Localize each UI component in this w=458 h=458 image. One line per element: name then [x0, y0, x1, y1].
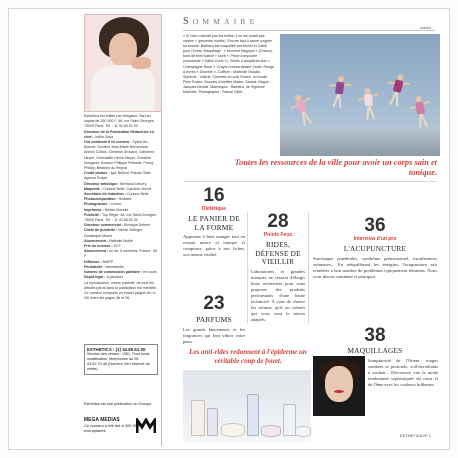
hero-ground: [280, 130, 440, 156]
insert-note: Ce numéro comporte un encart paginé de I à VIII entre les pages 38 et 39.: [84, 290, 156, 301]
credit-value: Corinne Belle: [126, 192, 149, 197]
promo-body: Service des ventes : VSD. Pour toute modification, téléphonez au 05 03.52.70.48 (Numéro Vert réservé de vente).: [87, 352, 150, 371]
jar-shape: [295, 426, 311, 437]
bottle-shape: [207, 408, 218, 436]
group-logo: [84, 418, 158, 444]
credit-label: Maquette :: [84, 186, 103, 191]
credit-label: Dépôt légal :: [84, 275, 107, 280]
article-summary: Laboratoires et grandes marques ne cessent d'élargir leurs recherches pour vous proposer des produits performants d'une haute technicité. À vous de choisir les sérums, gels ou crèmes qui vous vont le mieux adaptés.: [251, 268, 305, 322]
article-headline: MAQUILLAGES: [347, 346, 403, 355]
article-36[interactable]: [313, 216, 437, 280]
article-kicker: Diététique: [201, 206, 227, 212]
credit-label: Abonnement :: [84, 249, 110, 254]
article-headline: PARFUMS: [196, 315, 232, 324]
credit-value: NMPP: [102, 259, 114, 264]
runner-figure: [413, 95, 429, 130]
article-page-number: 28: [267, 211, 289, 232]
article-summary: Apprenez à bien manger tout en restant mince et tonique et composez, grâce à nos fiches, vos menus vitalité.: [183, 234, 245, 258]
credit-label: Publicité :: [84, 212, 103, 217]
article-summary: Les grands lancements et les fragrances qui font vibrer votre peau.: [183, 326, 245, 344]
article-28[interactable]: [247, 212, 309, 323]
promo-box: [84, 344, 158, 375]
article-page-number: 36: [364, 215, 386, 236]
credit-value: Igor Belloni, Pascal Gillet, Agence Empix: [84, 171, 152, 181]
model-lips-shape: [334, 390, 344, 393]
promo-title: ESTHETICA : (1) 42.85.51.00: [87, 347, 146, 352]
runner-figure: [332, 75, 347, 110]
credit-value: Monique Delerm: [123, 223, 151, 228]
credit-entry: [84, 249, 158, 259]
credit-entry: [84, 213, 158, 223]
credit-value: Scantex: [118, 197, 132, 202]
ressources-tagline: Toutes les ressources de la ville pour avoir un corps sain et tonique.: [234, 158, 437, 177]
jar-shape: [261, 425, 281, 437]
credits-block: [84, 114, 158, 301]
page-folio: ESTHETICA Nº 1: [400, 433, 432, 438]
credit-value: bimestrielle: [105, 264, 124, 269]
article-38[interactable]: [313, 326, 437, 356]
cover-hand-shape: [131, 57, 151, 69]
left-column: [84, 14, 162, 446]
article-page-number: 38: [364, 325, 386, 346]
credit-label: Photocomposition :: [84, 197, 119, 202]
credit-value: Sylvie Bo-Bonnet, Docteur Jean-Marie Benveniste, Annick Collios, Christine Drouard, Catherine Hirsch, Gwenaëlle Hervé-Meyer, Christine Nougaret, Docteur Philippe Pelissier, Fanny Philipp, Béatrice du Reynal: [84, 140, 155, 171]
credit-label: Ont collaboré à ce numéro :: [84, 140, 133, 145]
credit-label: Diffusion :: [84, 259, 103, 264]
photo-badge: Actoba: [420, 26, 431, 30]
antirides-tagline: Les anti-rides redonnent à l'épiderme un véritable coup de fouet.: [189, 348, 307, 365]
group-note: Ce numéro a été tiré à 300 000 exemplaires: [84, 423, 140, 433]
credit-value: Bertrand Delorry: [120, 181, 147, 186]
article-page-number: 16: [203, 185, 225, 206]
article-23[interactable]: [183, 294, 245, 345]
article-summary: Somptuosité de l'Orient, rouges sombres et profonds, voil'envoûtants à souhait... Découvrez vite la mode tendrement sophistiquée du cœur et de l'âme avec les couleurs brûlantes.: [368, 358, 438, 387]
credit-label: Imprimeur :: [84, 207, 105, 212]
article-headline: RIDES, DÉFENSE DE VIEILLIR: [255, 240, 301, 267]
credit-label: Photogravure :: [84, 202, 111, 207]
cover-shoulder-shape: [91, 65, 155, 111]
credit-label: Abonnement :: [84, 238, 110, 243]
article-kicker: Interview d'un pro: [353, 236, 397, 242]
article-headline: L'ACUPUNCTURE: [343, 244, 407, 253]
credit-entry: [84, 140, 158, 171]
hero-photo-runners: [280, 34, 440, 156]
credit-label: Prix du numéro :: [84, 244, 114, 249]
credit-value: Cromo: [110, 202, 122, 207]
credit-label: Crédit photos :: [84, 171, 111, 176]
bottle-shape: [247, 394, 259, 436]
credit-label: Secrétaire de rédaction :: [84, 192, 127, 197]
credit-value: à parution: [106, 275, 123, 280]
skincare-products-photo: [183, 370, 311, 442]
credit-value: Top Régie, 58, rue Saint-Georges, 75009 Paris. Tél. : 11 42.85.51.00: [84, 212, 157, 223]
article-page-number: 23: [203, 293, 225, 314]
article-kicker: Points Feux: [263, 232, 293, 238]
credit-label: Directeur artistique :: [84, 181, 121, 186]
hero-caption: « Si Dieu n'aimait pas les belles, il ne les aurait pas créées » (proverbe hurrite). Encore faut-il savoir soigner sa beauté. Barbara est maquillée par Muriel et Cabel pour l'Oréal. Maquillage : « Moment Magique » (Orlane), fond de teint Satiné « Dorit ». Pièce composée (voussante « Sabel Court »), Vernis à paupières duo « Champagne Rose ». Crayon extraordinaire Violet. Rouge à lèvres « Discrète ». Coiffure : Mathilde Tauzalo. Stylisme : Valérie. Chemise en soie Rosée, un brodé. Plein Rosée. Boucles d'oreilles Mader. Sautoir. Bague : Jacques Benski. Mannequin : Barbara, de Vignimor Mathilde. Photographe : Pascal Gillet.: [183, 34, 275, 95]
credit-value: Néotis Moselle: [104, 207, 129, 212]
credit-value: un an, 5 numéros, France : 59 F: [84, 249, 158, 259]
article-summary: Surcharges pondérales, syndrôme prémenstruel, insuffisances veineuses... En rééquilibrant les énergies, l'acupuncture sait remédier à bon nombre de problèmes typiquement féminins. Nous vous disons comment et pourquoi.: [313, 255, 437, 279]
model-face-shape: [325, 366, 353, 402]
credit-value: Nicole Selinger, Dominique Monrs: [84, 228, 144, 238]
credit-value: Nathalie Mollie: [109, 238, 133, 243]
credit-label: Directeur de la Publication Rédactrice en chef :: [84, 129, 154, 139]
title-rule: [183, 30, 435, 31]
credit-entry: [84, 130, 158, 140]
credit-value: Corinne Belle, Caroline Vernet: [102, 186, 152, 191]
runner-figure: [388, 73, 406, 108]
mega-medias-logo-icon: [136, 418, 156, 434]
credits-list: [84, 130, 158, 281]
credit-value: Joëlle Sous: [94, 134, 114, 139]
makeup-model-photo: [313, 356, 365, 416]
article-16[interactable]: [183, 186, 245, 258]
publisher-line: Esthética est une publication du Groupe: [84, 402, 152, 406]
cover-photo: [84, 14, 162, 112]
cover-caption: Esthética est éditée par Hérgalon, Sarl au capital de 250 000 F, 58, rue Saint-Georges, 75009 Paris. Tél. : 11 42.85.51.00: [84, 114, 155, 129]
credit-label: Numéro de commission paritaire :: [84, 270, 144, 275]
article-headline: LE PANIER DE LA FORME: [188, 214, 240, 232]
legal-note: La reproduction, même partielle, de tous les articles parus dans la publication est interdite.: [84, 280, 157, 290]
credit-entry: [84, 171, 158, 181]
credit-entry: [84, 228, 158, 238]
group-name: MEGA MEDIAS: [84, 417, 120, 423]
runner-figure: [292, 93, 313, 128]
jar-shape: [221, 423, 245, 437]
credit-label: Chefs de publicité :: [84, 228, 119, 233]
credit-label: Périodicité :: [84, 264, 106, 269]
credit-label: Directeur commercial :: [84, 223, 124, 228]
section-divider: [183, 181, 437, 182]
title-rest: OMMAIRE: [192, 17, 259, 26]
credit-value: en cours: [143, 270, 157, 275]
bottle-shape: [191, 400, 205, 436]
runner-figure: [362, 88, 375, 123]
page-title: [183, 16, 433, 27]
title-initial: S: [183, 16, 193, 27]
credit-value: 15 F: [113, 244, 121, 249]
